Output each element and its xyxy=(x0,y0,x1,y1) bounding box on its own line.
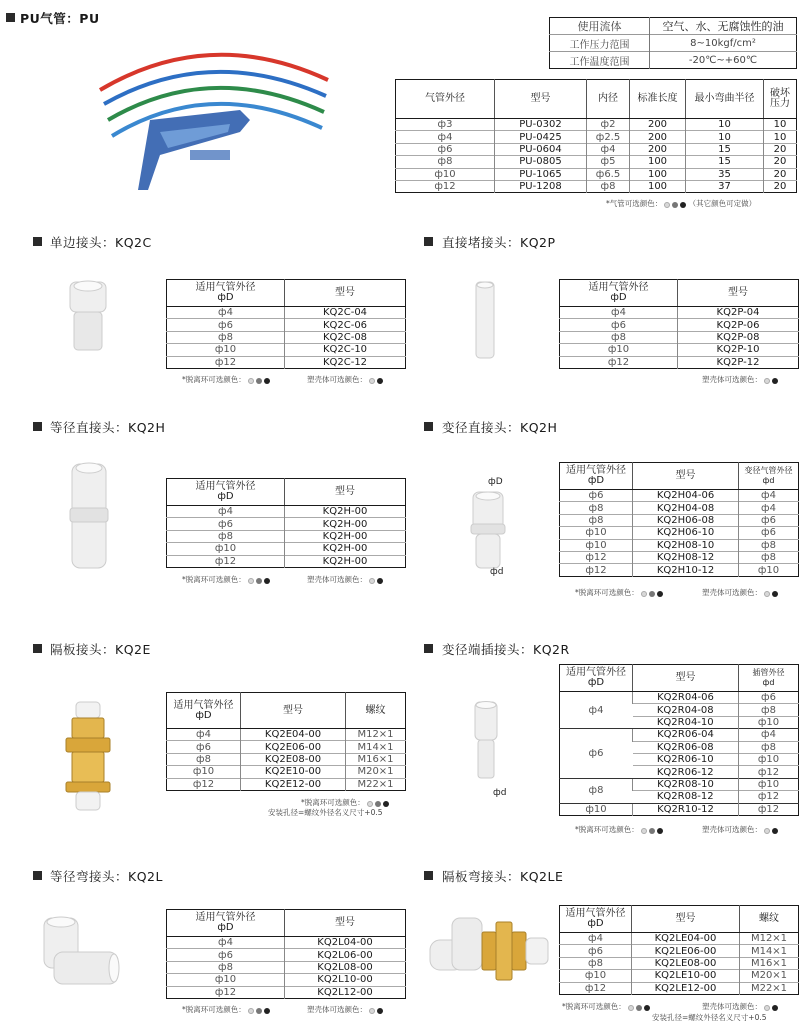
kq2le-color-note: *脱离环可选颜色： xyxy=(562,1001,650,1012)
kq2r-title: 变径端插接头：KQ2R xyxy=(442,642,570,657)
table-row: 工作压力范围 8~10kgf/cm² xyxy=(550,35,797,52)
kq2p-title: 直接堵接头：KQ2P xyxy=(442,235,556,250)
section-bullet xyxy=(424,237,433,246)
table-row: ф4 KQ2LE04-00 M12×1 xyxy=(560,933,799,945)
table-row: ф12 KQ2C-12 xyxy=(167,356,406,368)
table-row: ф4 KQ2R04-06 ф6 xyxy=(560,692,799,704)
kq2c-fitting-image xyxy=(66,280,110,354)
table-row: KQ2R06-08 ф8 xyxy=(560,741,799,753)
kq2e-color-note: *脱离环可选颜色： xyxy=(301,797,389,808)
kq2hr-shell-note: 塑壳体可选颜色： xyxy=(702,587,778,598)
table-row: ф4 KQ2H-00 xyxy=(167,506,406,518)
pu-spec-table: 气管外径 型号 内径 标准长度 最小弯曲半径 破坏压力 ф3 PU-0302 ф2 200 10 10 ф4 PU-0425 ф2.5 200 10 10 ф6 PU-0604 ф4 200 15 20 ф8 PU-0805 ф5 100 15 20 ф10 PU-1065 ф6.5 100 35 20 ф12 PU-1208 ф8 100 37 20 xyxy=(395,79,797,193)
table-row: ф8 KQ2P-08 xyxy=(560,331,799,343)
kq2l-color-note: *脱离环可选颜色： xyxy=(182,1004,270,1015)
kq2h-title: 等径直接头：KQ2H xyxy=(50,420,166,435)
kq2e-fitting-image xyxy=(64,700,112,812)
table-row: KQ2R06-10 ф10 xyxy=(560,753,799,765)
kq2h-shell-note: 塑壳体可选颜色： xyxy=(307,574,383,585)
table-row: ф4 KQ2P-04 xyxy=(560,307,799,319)
table-row: ф12 PU-1208 ф8 100 37 20 xyxy=(396,180,797,192)
section-bullet xyxy=(33,237,42,246)
table-row: ф10 KQ2H08-10 ф8 xyxy=(560,539,799,551)
kq2e-table: 适用气管外径 фD 型号 螺纹 ф4 KQ2E04-00 M12×1 ф6 KQ2E06-00 M14×1 ф8 KQ2E08-00 M16×1 ф10 KQ2E10-00 M20×1 ф12 KQ2E12-00 M22×1 xyxy=(166,692,406,791)
table-row: ф4 KQ2C-04 xyxy=(167,307,406,319)
table-row: KQ2R06-12 ф12 xyxy=(560,766,799,778)
table-row: ф8 KQ2R08-10 ф10 xyxy=(560,778,799,790)
pu-properties-table xyxy=(549,17,797,69)
kq2e-install-note: 安装孔径=螺纹外径名义尺寸+0.5 xyxy=(268,808,383,817)
table-row: 使用流体 空气、水、无腐蚀性的油 xyxy=(550,18,797,35)
table-row: ф10 KQ2R10-12 ф12 xyxy=(560,803,799,815)
table-row: ф8 KQ2E08-00 M16×1 xyxy=(167,753,406,765)
table-row: ф8 KQ2LE08-00 M16×1 xyxy=(560,957,799,969)
pu-tube-image xyxy=(90,40,340,200)
table-row: ф6 KQ2P-06 xyxy=(560,319,799,331)
kq2c-shell-note: 塑壳体可选颜色： xyxy=(307,374,383,385)
table-row: ф6 KQ2LE06-00 M14×1 xyxy=(560,945,799,957)
table-row: ф12 KQ2L12-00 xyxy=(167,986,406,998)
table-row: KQ2R04-08 ф8 xyxy=(560,704,799,716)
kq2l-fitting-image xyxy=(40,912,122,994)
kq2le-fitting-image xyxy=(428,912,552,990)
table-row: 工作温度范围 -20℃~+60℃ xyxy=(550,52,797,69)
kq2p-table: 适用气管外径 фD 型号 ф4 KQ2P-04 ф6 KQ2P-06 ф8 KQ2P-08 ф10 KQ2P-10 ф12 KQ2P-12 xyxy=(559,279,799,369)
pu-title: PU气管：PU xyxy=(20,11,100,26)
kq2hr-color-note: *脱离环可选颜色： xyxy=(575,587,663,598)
kq2h-color-note: *脱离环可选颜色： xyxy=(182,574,270,585)
table-row: ф4 PU-0425 ф2.5 200 10 10 xyxy=(396,131,797,143)
table-row: ф12 KQ2LE12-00 M22×1 xyxy=(560,982,799,994)
kq2r-fitting-image xyxy=(473,700,499,780)
kq2le-shell-note: 塑壳体可选颜色： xyxy=(702,1001,778,1012)
table-row: ф6 KQ2H04-06 ф4 xyxy=(560,490,799,502)
table-row: ф8 KQ2H04-08 ф4 xyxy=(560,502,799,514)
table-row: ф8 KQ2C-08 xyxy=(167,331,406,343)
kq2c-title: 单边接头：KQ2C xyxy=(50,235,152,250)
section-bullet xyxy=(33,871,42,880)
table-row: ф4 KQ2L04-00 xyxy=(167,937,406,949)
kq2hr-table: 适用气管外径 фD 型号 变径气管外径 фd ф6 KQ2H04-06 ф4 ф8 KQ2H04-08 ф4 ф8 KQ2H06-08 ф6 ф10 KQ2H06-10 ф6 ф10 KQ2H08-10 ф8 ф12 KQ2H08-12 ф8 ф12 KQ2H10-12 ф10 xyxy=(559,462,799,577)
table-row: ф6 KQ2E06-00 M14×1 xyxy=(167,741,406,753)
section-bullet xyxy=(6,13,15,22)
table-row: ф10 KQ2H06-10 ф6 xyxy=(560,527,799,539)
kq2r-shell-note: 塑壳体可选颜色： xyxy=(702,824,778,835)
table-row: ф10 KQ2L10-00 xyxy=(167,974,406,986)
diameter-D-label: фD xyxy=(488,477,503,487)
kq2h-fitting-image xyxy=(68,462,110,570)
kq2p-shell-note: 塑壳体可选颜色： xyxy=(702,374,778,385)
insert-d-label: фd xyxy=(493,788,507,798)
kq2c-table: 适用气管外径 фD 型号 ф4 KQ2C-04 ф6 KQ2C-06 ф8 KQ2C-08 ф10 KQ2C-10 ф12 KQ2C-12 xyxy=(166,279,406,369)
kq2p-fitting-image xyxy=(474,280,496,360)
table-row: ф12 KQ2P-12 xyxy=(560,356,799,368)
pu-color-note: *气管可选颜色： （其它颜色可定做） xyxy=(606,199,757,208)
kq2r-color-note: *脱离环可选颜色： xyxy=(575,824,663,835)
table-row: ф10 KQ2H-00 xyxy=(167,543,406,555)
kq2hr-fitting-image xyxy=(470,490,506,570)
table-row: ф12 KQ2H10-12 ф10 xyxy=(560,564,799,576)
kq2le-install-note: 安装孔径=螺纹外径名义尺寸+0.5 xyxy=(652,1013,767,1022)
table-row: ф10 KQ2P-10 xyxy=(560,344,799,356)
kq2hr-title: 变径直接头：KQ2H xyxy=(442,420,558,435)
kq2l-table: 适用气管外径 фD 型号 ф4 KQ2L04-00 ф6 KQ2L06-00 ф8 KQ2L08-00 ф10 KQ2L10-00 ф12 KQ2L12-00 xyxy=(166,909,406,999)
section-bullet xyxy=(33,422,42,431)
kq2le-table: 适用气管外径 фD 型号 螺纹 ф4 KQ2LE04-00 M12×1 ф6 KQ2LE06-00 M14×1 ф8 KQ2LE08-00 M16×1 ф10 KQ2LE10-00 M20×1 ф12 KQ2LE12-00 M22×1 xyxy=(559,905,799,995)
kq2c-color-note: *脱离环可选颜色： xyxy=(182,374,270,385)
kq2e-title: 隔板接头：KQ2E xyxy=(50,642,151,657)
table-row: ф8 KQ2L08-00 xyxy=(167,961,406,973)
table-row: ф8 KQ2H-00 xyxy=(167,530,406,542)
table-row: ф12 KQ2H-00 xyxy=(167,555,406,567)
table-row: ф6 KQ2L06-00 xyxy=(167,949,406,961)
table-row: ф10 KQ2C-10 xyxy=(167,344,406,356)
section-bullet xyxy=(424,644,433,653)
section-bullet xyxy=(424,422,433,431)
color-dots xyxy=(662,200,686,209)
table-row: ф10 KQ2E10-00 M20×1 xyxy=(167,766,406,778)
table-row: ф10 PU-1065 ф6.5 100 35 20 xyxy=(396,168,797,180)
table-row: ф6 KQ2R06-04 ф4 xyxy=(560,729,799,741)
kq2l-title: 等径弯接头：KQ2L xyxy=(50,869,163,884)
table-row: KQ2R04-10 ф10 xyxy=(560,716,799,728)
table-row: ф4 KQ2E04-00 M12×1 xyxy=(167,729,406,741)
table-row: ф12 KQ2E12-00 M22×1 xyxy=(167,778,406,790)
table-row: ф6 KQ2H-00 xyxy=(167,518,406,530)
kq2r-table: 适用气管外径 фD 型号 插管外径 фd ф4 KQ2R04-06 ф6 KQ2R04-08 ф8 KQ2R04-10 ф10 ф6 KQ2R06-04 ф4 KQ2R06-08 ф8 KQ2R06-10 ф10 KQ2R06-12 ф12 ф8 KQ2R08-10 ф10 KQ2R08-12 ф12 ф10 KQ2R10-12 ф12 xyxy=(559,664,799,816)
table-row: ф12 KQ2H08-12 ф8 xyxy=(560,551,799,563)
table-row: ф6 PU-0604 ф4 200 15 20 xyxy=(396,143,797,155)
kq2h-table: 适用气管外径 фD 型号 ф4 KQ2H-00 ф6 KQ2H-00 ф8 KQ2H-00 ф10 KQ2H-00 ф12 KQ2H-00 xyxy=(166,478,406,568)
table-row: ф8 PU-0805 ф5 100 15 20 xyxy=(396,156,797,168)
kq2l-shell-note: 塑壳体可选颜色： xyxy=(307,1004,383,1015)
table-row: ф6 KQ2C-06 xyxy=(167,319,406,331)
table-row: ф10 KQ2LE10-00 M20×1 xyxy=(560,970,799,982)
table-row: ф3 PU-0302 ф2 200 10 10 xyxy=(396,119,797,131)
table-row: KQ2R08-12 ф12 xyxy=(560,791,799,803)
section-bullet xyxy=(424,871,433,880)
table-row: ф8 KQ2H06-08 ф6 xyxy=(560,514,799,526)
section-bullet xyxy=(33,644,42,653)
kq2le-title: 隔板弯接头：KQ2LE xyxy=(442,869,564,884)
diameter-d-label: фd xyxy=(490,567,504,577)
